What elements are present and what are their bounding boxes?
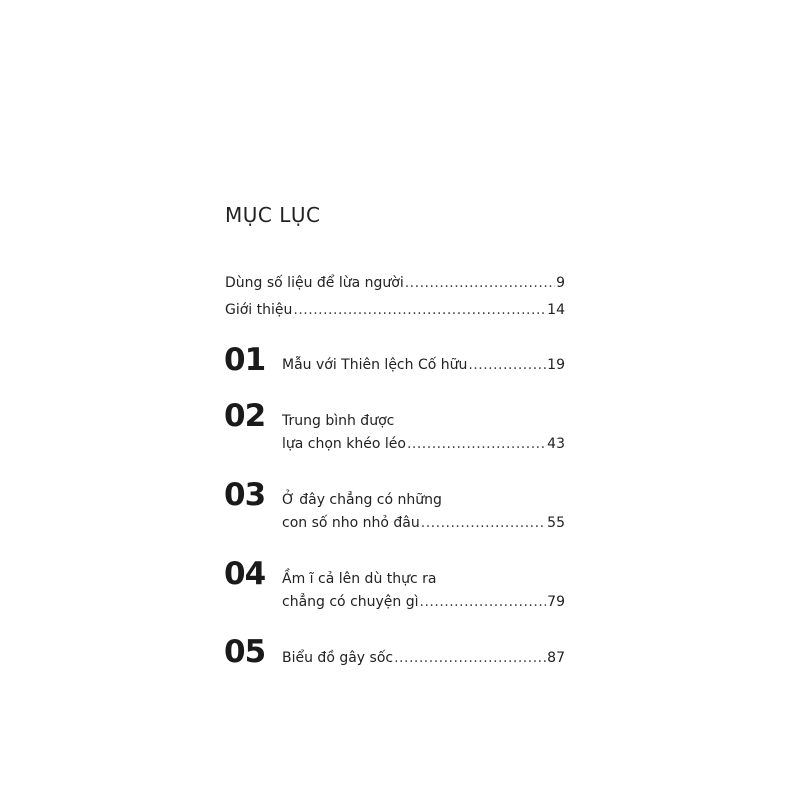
toc-title: MỤC LỤC	[225, 203, 321, 227]
entry-title: Dùng số liệu để lừa người	[225, 275, 404, 291]
toc-entry[interactable]	[282, 356, 565, 374]
entry-page: 55	[547, 515, 565, 531]
entry-page: 43	[547, 436, 565, 452]
entry-page: 87	[547, 650, 565, 666]
entry-title: chẳng có chuyện gì	[282, 594, 419, 610]
leader-dots	[394, 649, 546, 667]
chapter-number: 05	[224, 634, 266, 670]
toc-entry[interactable]	[282, 514, 565, 532]
entry-page: 9	[556, 275, 565, 291]
leader-dots	[407, 435, 546, 453]
leader-dots	[293, 301, 546, 319]
entry-title-line1: Trung bình được	[282, 413, 395, 429]
toc-entry[interactable]	[282, 593, 565, 611]
entry-title: Mẫu với Thiên lệch Cố hữu	[282, 357, 468, 373]
entry-page: 79	[547, 594, 565, 610]
leader-dots	[421, 514, 546, 532]
toc-entry[interactable]	[282, 649, 565, 667]
leader-dots	[420, 593, 547, 611]
chapter-number: 02	[224, 398, 266, 434]
leader-dots	[468, 356, 546, 374]
entry-title: con số nho nhỏ đâu	[282, 515, 420, 531]
toc-entry[interactable]	[225, 274, 565, 292]
entry-title: Biểu đồ gây sốc	[282, 650, 394, 666]
toc-entry[interactable]	[282, 435, 565, 453]
chapter-number: 01	[224, 342, 266, 378]
leader-dots	[405, 274, 555, 292]
chapter-number: 04	[224, 556, 266, 592]
entry-title-line1: Ầm ĩ cả lên dù thực ra	[282, 571, 437, 587]
chapter-number: 03	[224, 477, 266, 513]
entry-title: Giới thiệu	[225, 302, 293, 318]
entry-title-line1: Ở đây chẳng có những	[282, 492, 442, 508]
entry-title: lựa chọn khéo léo	[282, 436, 406, 452]
entry-page: 19	[547, 357, 565, 373]
entry-page: 14	[547, 302, 565, 318]
toc-entry[interactable]	[225, 301, 565, 319]
